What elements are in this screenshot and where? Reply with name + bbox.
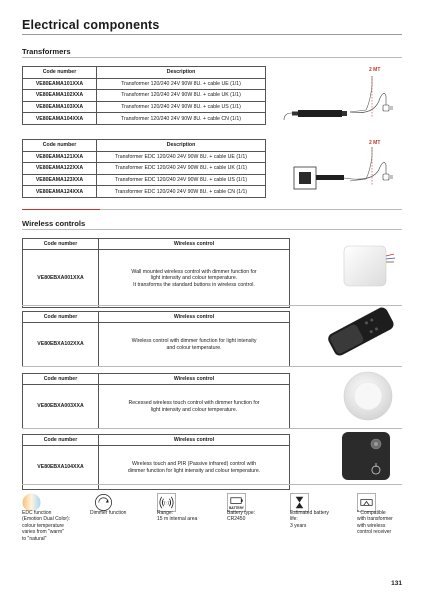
battery-icon-label: BATTERY <box>229 506 244 511</box>
description-cell: Transformer 120/240 24V 90W 8U. + cable CN (1/1) <box>97 113 266 125</box>
table-row <box>23 186 266 198</box>
column-header-code: Code number <box>23 67 97 79</box>
code-cell: VE80EAMA124XXA <box>23 186 97 198</box>
code-cell: VE80EAMA104XXA <box>23 113 97 125</box>
description-cell <box>99 446 290 490</box>
wireless-table-2 <box>22 311 290 367</box>
feature-line: 3 years <box>290 522 307 529</box>
column-header-code: Code number <box>23 239 99 250</box>
table-row <box>23 163 266 175</box>
code-cell: VE80EBXA003XXA <box>23 385 99 429</box>
table-row <box>23 250 290 308</box>
feature-dimmer <box>90 510 126 516</box>
feature-line: colour temperature <box>22 522 64 529</box>
column-header-description: Description <box>97 140 266 152</box>
code-cell: VE80EAMA123XXA <box>23 174 97 186</box>
wireless-heading: Wireless controls <box>22 219 86 228</box>
description-line: Wireless touch and PIR (Passive infrared) control with <box>132 461 256 468</box>
table-row <box>23 101 266 113</box>
section-divider <box>22 366 402 367</box>
page-title: Electrical components <box>22 18 160 32</box>
feature-line: CR2450 <box>227 516 246 523</box>
transformers-heading: Transformers <box>22 47 71 56</box>
code-cell: VE80EAMA101XXA <box>23 78 97 90</box>
table-row <box>23 151 266 163</box>
description-cell: Transformer EDC 120/240 24V 90W 8U. + cable CN (1/1) <box>97 186 266 198</box>
wall-control-image <box>338 236 398 292</box>
description-cell: Transformer EDC 120/240 24V 90W 8U. + cable UE (1/1) <box>97 151 266 163</box>
column-header-code: Code number <box>23 435 99 446</box>
accent-divider <box>22 209 100 210</box>
column-header-wireless-control: Wireless control <box>99 435 290 446</box>
description-cell: Transformer 120/240 24V 90W 8U. + cable UK (1/1) <box>97 90 266 102</box>
feature-line: Estimated battery <box>290 510 329 516</box>
transformers-table-1 <box>22 66 266 125</box>
feature-range <box>157 510 197 523</box>
column-header-code: Code number <box>23 140 97 152</box>
touch-control-image <box>340 368 396 424</box>
description-line: dimmer function for light intensity and colour temperature. <box>127 467 261 474</box>
svg-text:((·)): ((·)) <box>162 501 171 507</box>
table-row <box>23 385 290 429</box>
feature-edc <box>22 510 70 542</box>
feature-line: life: <box>290 516 298 523</box>
feature-line: varies from "warm" <box>22 529 64 536</box>
code-cell: VE80EBXA102XXA <box>23 323 99 367</box>
description-line: Wall mounted wireless control with dimmer function for <box>131 268 257 275</box>
transformer-image <box>280 72 400 132</box>
edc-transformer-image <box>280 145 400 195</box>
description-cell: Transformer EDC 120/240 24V 90W 8U. + cable US (1/1) <box>97 174 266 186</box>
cable-length-label: 2 MT <box>369 67 381 73</box>
column-header-code: Code number <box>23 374 99 385</box>
description-line: It transforms the standard buttons in wireless control. <box>133 281 255 288</box>
feature-line: control receiver <box>357 529 392 536</box>
feature-compatible <box>357 510 393 536</box>
feature-line: with transformer <box>357 516 393 523</box>
wireless-divider <box>22 229 402 230</box>
feature-line: 15 m internal area <box>157 516 198 523</box>
column-header-wireless-control: Wireless control <box>99 239 290 250</box>
feature-battery <box>227 510 255 523</box>
description-cell: Transformer 120/240 24V 90W 8U. + cable US (1/1) <box>97 101 266 113</box>
column-header-wireless-control: Wireless control <box>99 312 290 323</box>
feature-line: with wireless <box>357 522 386 529</box>
description-cell: Transformer 120/240 24V 90W 8U. + cable UE (1/1) <box>97 78 266 90</box>
table-row <box>23 78 266 90</box>
feature-line: Battery type: <box>227 510 256 516</box>
page-number: 131 <box>391 580 402 587</box>
wireless-table-3 <box>22 373 290 429</box>
table-row <box>23 90 266 102</box>
feature-line: (Emotion Dual Color): <box>22 516 71 523</box>
feature-line: * Compatible <box>357 510 386 516</box>
column-header-wireless-control: Wireless control <box>99 374 290 385</box>
feature-line: Dimmer function <box>90 510 127 516</box>
table-row <box>23 323 290 367</box>
wireless-table-1 <box>22 238 290 308</box>
transformers-table-2 <box>22 139 266 198</box>
code-cell: VE80EAMA103XXA <box>23 101 97 113</box>
column-header-description: Description <box>97 67 266 79</box>
title-divider <box>22 34 402 35</box>
table-row <box>23 446 290 490</box>
description-line: light intensity and colour temperature. <box>150 275 238 282</box>
column-header-code: Code number <box>23 312 99 323</box>
feature-line: Range: <box>157 510 174 516</box>
description-cell: Transformer EDC 120/240 24V 90W 8U. + cable UK (1/1) <box>97 163 266 175</box>
wireless-table-4 <box>22 434 290 490</box>
transformers-divider <box>22 57 402 58</box>
pir-control-image <box>336 428 398 484</box>
description-cell <box>99 385 290 429</box>
table-row <box>23 113 266 125</box>
description-line: Recessed wireless touch control with dimmer function for <box>128 400 260 407</box>
description-line: Wireless control with dimmer function for light intensity <box>131 338 257 345</box>
code-cell: VE80EBXA001XXA <box>23 250 99 308</box>
code-cell: VE80EAMA122XXA <box>23 163 97 175</box>
description-line: and colour temperature. <box>166 344 222 351</box>
description-cell <box>99 323 290 367</box>
description-cell <box>99 250 290 308</box>
feature-line: to "natural" <box>22 535 47 542</box>
remote-control-image <box>320 300 400 364</box>
feature-line: EDC function <box>22 510 52 516</box>
section-divider <box>22 484 402 485</box>
table-row <box>23 174 266 186</box>
description-line: light intensity and colour temperature. <box>150 406 238 413</box>
feature-battery-life <box>290 510 329 529</box>
cable-length-label: 2 MT <box>369 140 381 146</box>
code-cell: VE80EAMA102XXA <box>23 90 97 102</box>
code-cell: VE80EAMA121XXA <box>23 151 97 163</box>
code-cell: VE80EBXA104XXA <box>23 446 99 490</box>
